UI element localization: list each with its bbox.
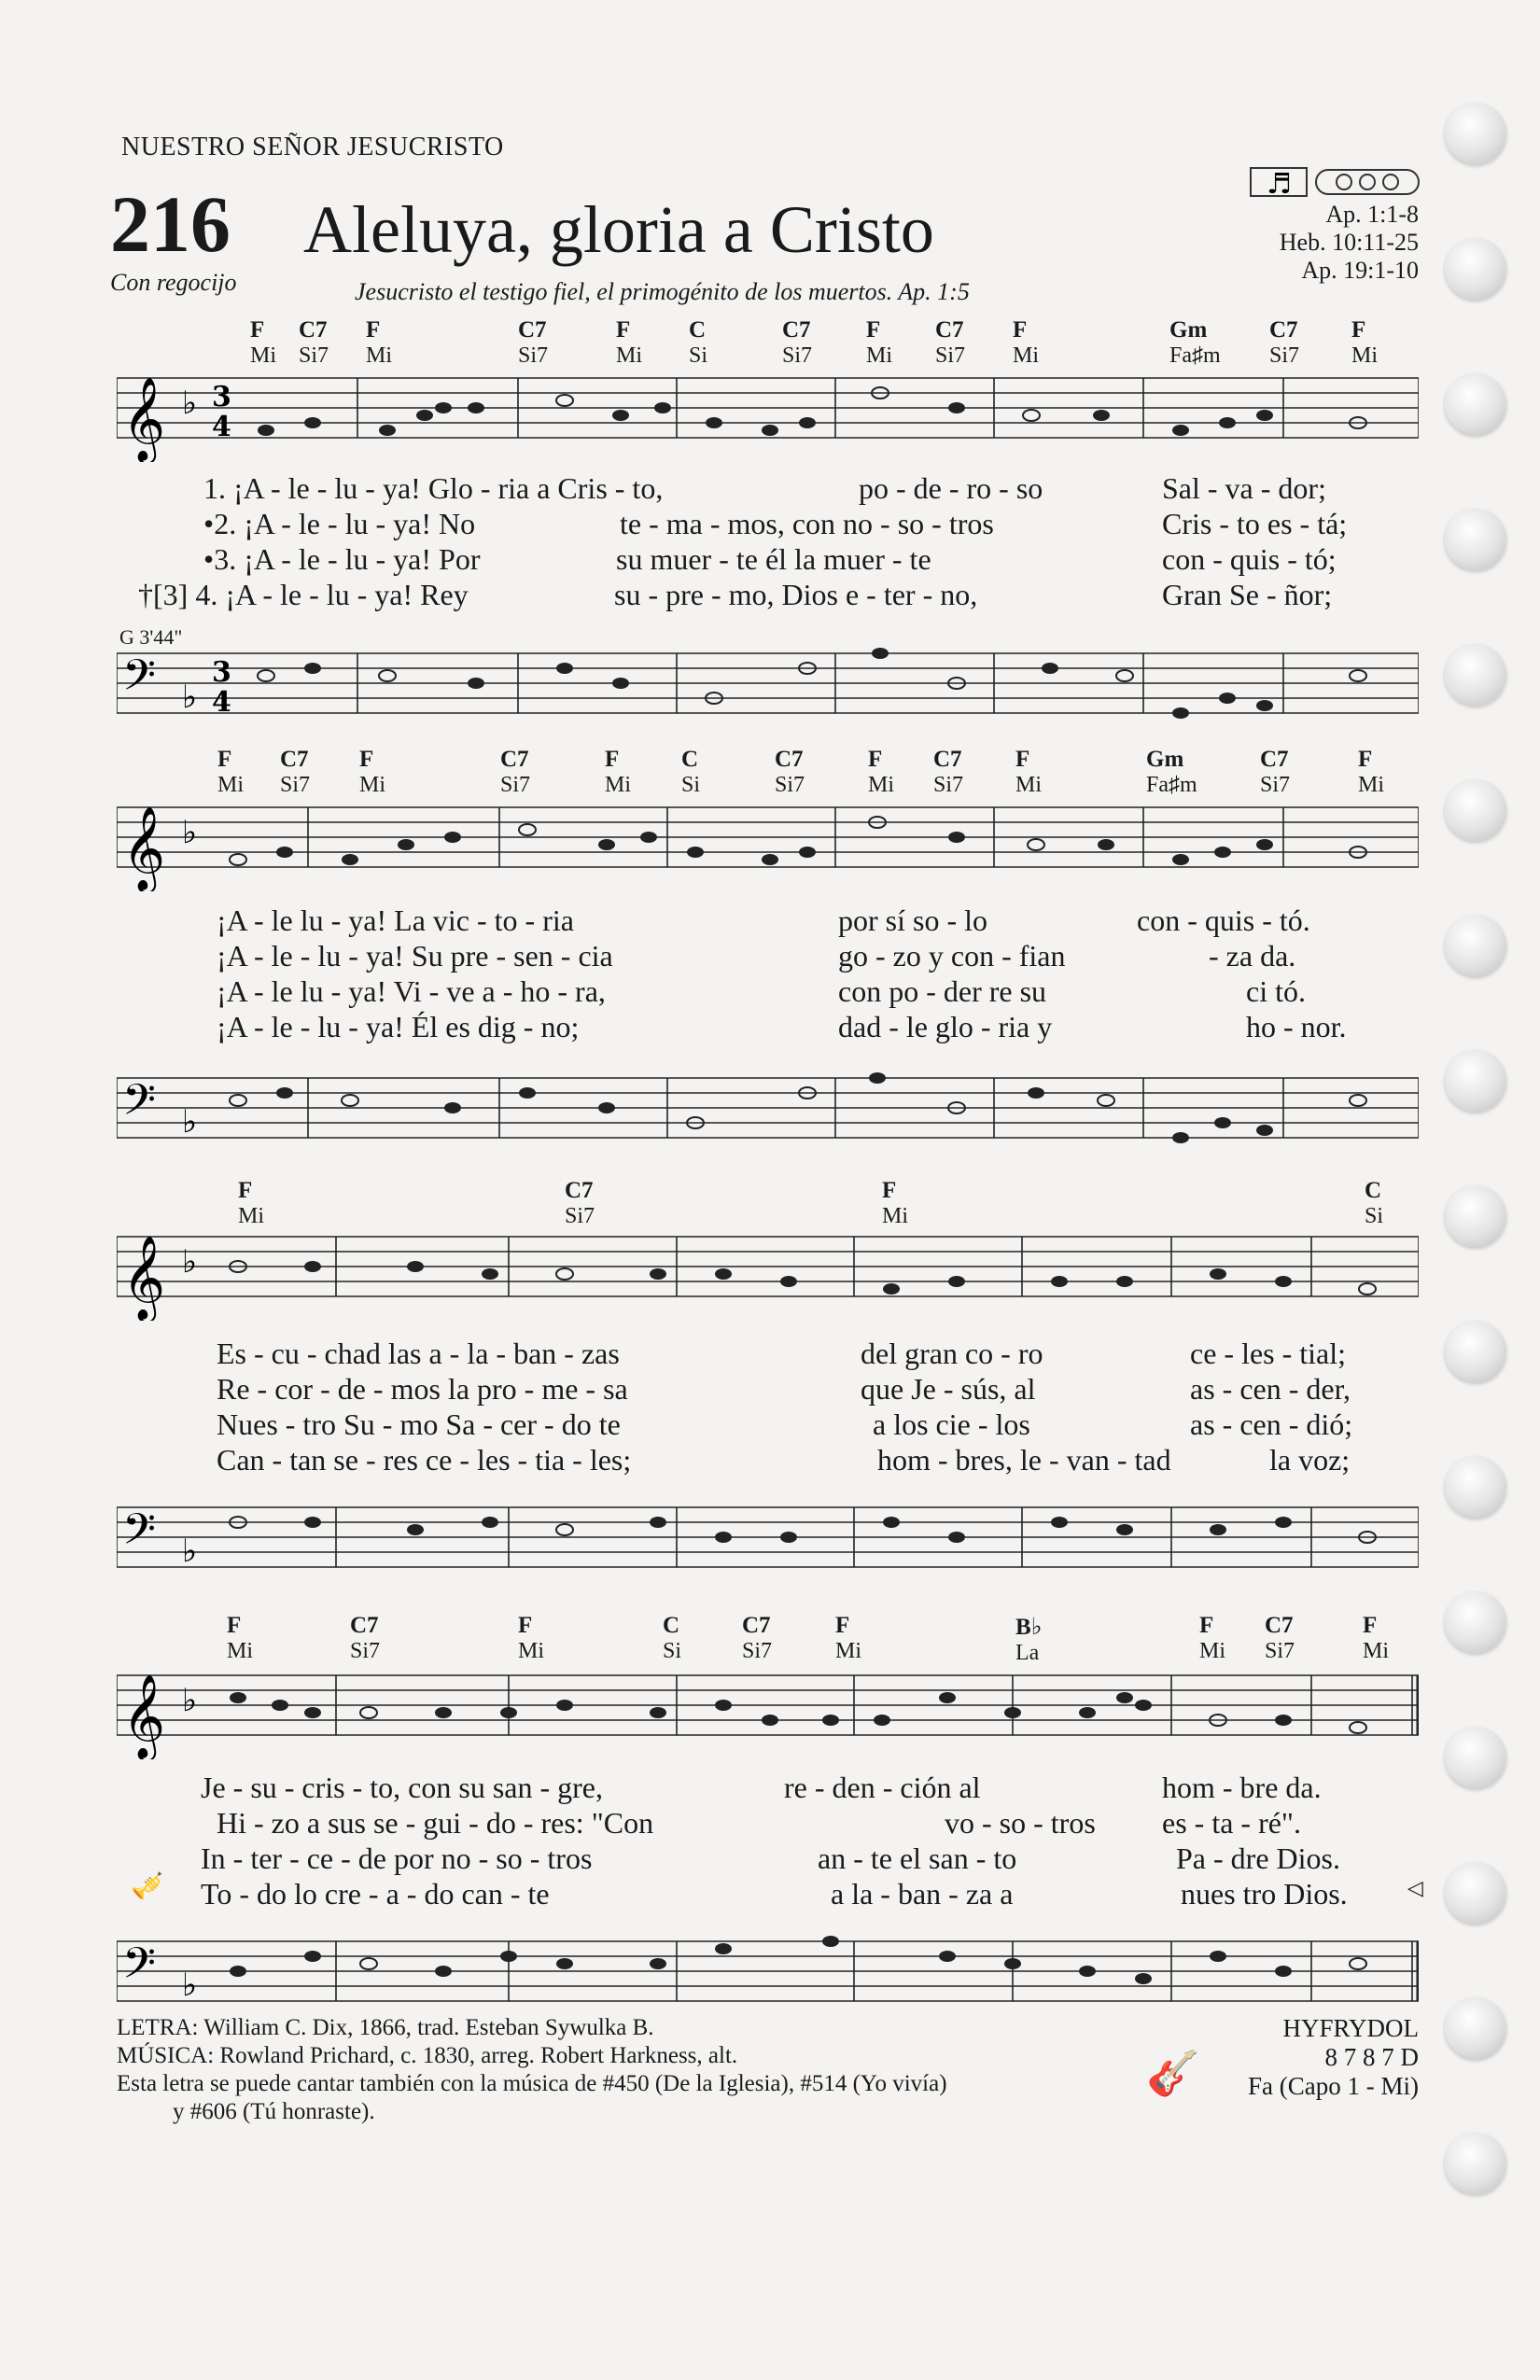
svg-text:𝄢: 𝄢 <box>122 1505 157 1565</box>
epigraph: Jesucristo el testigo fiel, el primogénito de los muertos. Ap. 1:5 <box>355 278 970 305</box>
chord: F Mi <box>227 1613 254 1663</box>
chord: C7 Si7 <box>933 747 964 797</box>
reference: Ap. 1:1-8 <box>1325 201 1419 228</box>
scripture-references <box>1280 201 1419 285</box>
verse-3-line: In - ter - ce - de por no - so - tros an - te el san - to Pa - dre Dios. <box>201 1841 1340 1875</box>
verse-4-line: Can - tan se - res ce - les - tia - les; hom - bres, le - van - tad la voz; <box>217 1443 1351 1477</box>
svg-text:3: 3 <box>212 381 231 413</box>
chord: C7 Si7 <box>1260 747 1291 797</box>
treble-staff <box>117 369 1419 462</box>
chord: F Mi <box>359 747 386 797</box>
bass-staff <box>117 644 1419 737</box>
chord: C7 Si7 <box>742 1613 773 1663</box>
chord: F Mi <box>1351 317 1379 368</box>
chord: C Si <box>663 1613 682 1663</box>
verse-1-line: ¡A - le lu - ya! La vic - to - ria por sí so - lo con - quis - tó. <box>217 903 1310 937</box>
svg-text:♭: ♭ <box>182 814 198 851</box>
treble-staff <box>117 1227 1419 1321</box>
chord: F Mi <box>250 317 277 368</box>
svg-text:♭: ♭ <box>182 385 198 422</box>
chord: F Mi <box>518 1613 545 1663</box>
verse-2-line: Hi - zo a sus se - gui - do - res: "Con vo - so - tros es - ta - ré". <box>217 1806 1301 1840</box>
svg-text:𝄢: 𝄢 <box>122 1075 157 1136</box>
chord: C7 Si7 <box>935 317 966 368</box>
verse-3-line: Nues - tro Su - mo Sa - cer - do te a los cie - los as - cen - dió; <box>217 1407 1353 1441</box>
svg-text:♭: ♭ <box>182 1103 198 1141</box>
verse-1-line: Je - su - cris - to, con su san - gre, re - den - ción al hom - bre da. <box>201 1771 1322 1804</box>
verse-3-line: •3. ¡A - le - lu - ya! Por su muer - te él la muer - te con - quis - tó; <box>203 542 1337 576</box>
svg-text:♭: ♭ <box>182 1682 198 1719</box>
chord: F Mi <box>1358 747 1385 797</box>
credits <box>117 2014 947 2126</box>
chord: F Mi <box>616 317 643 368</box>
verse-1-line: 1. ¡A - le - lu - ya! Glo - ria a Cris - to, po - de - ro - so Sal - va - dor; <box>203 471 1326 505</box>
verse-4-line: ¡A - le - lu - ya! Él es dig - no; dad - le glo - ria y ho - nor. <box>217 1010 1347 1043</box>
alternate-tunes-note: Esta letra se puede cantar también con la música de #450 (De la Iglesia), #514 (Yo vivía) <box>117 2071 947 2096</box>
hymn-title: Aleluya, gloria a Cristo <box>303 192 934 267</box>
verse-2-line: Re - cor - de - mos la pro - me - sa que Je - sús, al as - cen - der, <box>217 1372 1351 1406</box>
music-credit: MÚSICA: Rowland Prichard, c. 1830, arreg. Robert Harkness, alt. <box>117 2043 738 2068</box>
chord: C7 Si7 <box>518 317 549 368</box>
svg-text:𝄞: 𝄞 <box>122 377 166 461</box>
reference: Ap. 19:1-10 <box>1301 257 1419 284</box>
svg-text:3: 3 <box>212 656 231 689</box>
chord: F Mi <box>1015 747 1043 797</box>
chord: F Mi <box>835 1613 862 1663</box>
svg-text:𝄞: 𝄞 <box>122 806 166 890</box>
binder-tabs <box>1445 0 1510 2380</box>
chord: F Mi <box>882 1178 909 1228</box>
svg-text:♭: ♭ <box>182 679 198 716</box>
chord: C7 Si7 <box>1265 1613 1295 1663</box>
svg-text:4: 4 <box>212 411 231 443</box>
tune-meter: 8 7 8 7 D <box>1324 2043 1419 2071</box>
treble-staff <box>117 798 1419 891</box>
chord: C Si <box>1365 1178 1384 1228</box>
chord: F Mi <box>605 747 632 797</box>
svg-text:𝄢: 𝄢 <box>122 1939 157 1999</box>
alternate-tunes-note-cont: y #606 (Tú honraste). <box>173 2099 375 2124</box>
chord: C Si <box>681 747 701 797</box>
timing: G 3'44" <box>119 625 183 649</box>
chord: F Mi <box>1013 317 1040 368</box>
verse-4-line: †[3] 4. ¡A - le - lu - ya! Rey su - pre - mo, Dios e - ter - no, Gran Se - ñor; <box>138 578 1333 611</box>
chord: F Mi <box>238 1178 265 1228</box>
chord: C7 Si7 <box>500 747 531 797</box>
svg-text:𝄞: 𝄞 <box>122 1236 166 1320</box>
chord: F Mi <box>366 317 393 368</box>
trumpet-end-icon: ◁ <box>1407 1876 1423 1899</box>
treble-staff <box>117 1666 1419 1759</box>
chord: C Si <box>689 317 708 368</box>
svg-text:𝄞: 𝄞 <box>122 1674 166 1758</box>
tune-info <box>1248 2014 1419 2101</box>
svg-text:♭: ♭ <box>182 1533 198 1570</box>
tune-key: Fa (Capo 1 - Mi) <box>1248 2072 1419 2100</box>
bass-staff <box>117 1498 1419 1591</box>
trumpet-icon: 🎺 <box>131 1872 163 1901</box>
chord: C7 Si7 <box>782 317 813 368</box>
chord: C7 Si7 <box>565 1178 595 1228</box>
section-title: NUESTRO SEÑOR JESUCRISTO <box>121 133 504 161</box>
svg-text:♬: ♬ <box>1267 168 1292 201</box>
hymn-number: 216 <box>110 179 231 269</box>
svg-text:♭: ♭ <box>182 1967 198 2004</box>
chord: C7 Si7 <box>1269 317 1300 368</box>
bass-staff <box>117 1932 1419 2025</box>
chord: F Mi <box>866 317 893 368</box>
verse-4-line: To - do lo cre - a - do can - te a la - ban - za a nues tro Dios. <box>201 1877 1348 1911</box>
tune-name: HYFRYDOL <box>1282 2014 1419 2042</box>
chord: Gm Fa♯m <box>1169 317 1221 368</box>
verse-1-line: Es - cu - chad las a - la - ban - zas del gran co - ro ce - les - tial; <box>217 1337 1347 1370</box>
verse-3-line: ¡A - le lu - ya! Vi - ve a - ho - ra, con po - der re su ci tó. <box>217 974 1306 1008</box>
chord: F Mi <box>868 747 895 797</box>
chord: C7 Si7 <box>775 747 805 797</box>
guitar-icon: 🎸 <box>1146 2050 1200 2097</box>
chord: F Mi <box>1199 1613 1226 1663</box>
tempo-marking: Con regocijo <box>110 269 237 296</box>
chord: C7 Si7 <box>299 317 329 368</box>
chord: C7 Si7 <box>280 747 311 797</box>
chord: C7 Si7 <box>350 1613 381 1663</box>
svg-text:♭: ♭ <box>182 1243 198 1281</box>
chord: Gm Fa♯m <box>1146 747 1197 797</box>
chord: B♭ La <box>1015 1615 1043 1665</box>
svg-text:𝄢: 𝄢 <box>122 651 157 711</box>
chord: F Mi <box>1363 1613 1390 1663</box>
reference: Heb. 10:11-25 <box>1279 229 1419 256</box>
lyrics-credit: LETRA: William C. Dix, 1866, trad. Esteban Sywulka B. <box>117 2015 654 2040</box>
svg-text:4: 4 <box>212 686 231 719</box>
chord: F Mi <box>217 747 245 797</box>
verse-2-line: •2. ¡A - le - lu - ya! No te - ma - mos, con no - so - tros Cris - to es - tá; <box>203 507 1348 540</box>
bass-staff <box>117 1069 1419 1162</box>
verse-2-line: ¡A - le - lu - ya! Su pre - sen - cia go - zo y con - fian - za da. <box>217 939 1296 973</box>
